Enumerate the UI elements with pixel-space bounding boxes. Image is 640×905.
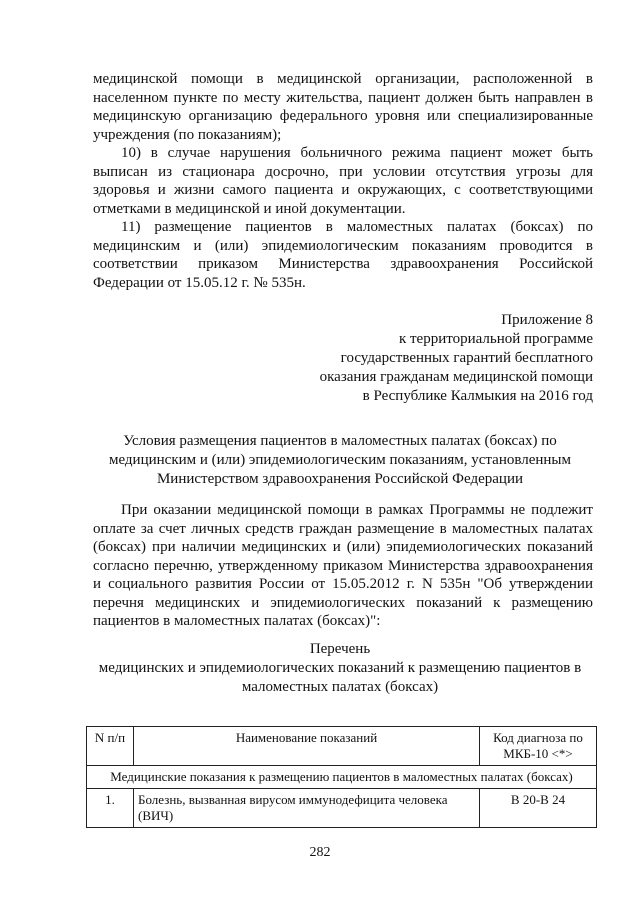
header-code: Код диагноза по МКБ-10 <*> — [480, 727, 597, 766]
table-section-row — [87, 766, 597, 789]
appendix-line: в Республике Калмыкия на 2016 год — [362, 388, 593, 404]
appendix-line: к территориальной программе — [398, 331, 593, 347]
text-line: перечня медицинских и эпидемиологических показаний к размещению — [93, 594, 593, 611]
appendix-line: оказания гражданам медицинской помощи — [319, 369, 593, 385]
appendix-line: государственных гарантий бесплатного — [340, 350, 593, 366]
text-line: населенном пункте по месту жительства, пациент должен быть направлен в — [93, 89, 593, 106]
title-line: Перечень — [309, 641, 371, 657]
text-line: 10) в случае нарушения больничного режима пациент может быть — [121, 145, 593, 161]
text-line: отметками в медицинской и иной документации. — [93, 200, 406, 217]
header-num: N п/п — [87, 727, 134, 766]
page-number: 282 — [309, 845, 331, 860]
row-name: Болезнь, вызванная вирусом иммунодефицита человека (ВИЧ) — [134, 789, 480, 828]
title-line: Министерством здравоохранения Российской Федерации — [156, 471, 524, 487]
text-line: (боксах) при наличии медицинских и (или) эпидемиологических показаний — [93, 539, 593, 555]
appendix-header — [300, 311, 593, 406]
title-line: медицинских и эпидемиологических показаний к размещению пациентов в — [98, 660, 582, 676]
text-line: учреждения (по показаниям); — [93, 126, 282, 143]
text-line: медицинскую организацию федерального уровня или специализированные — [93, 108, 593, 124]
text-line: соответствии приказом Министерства здравоохранения Российской — [93, 256, 593, 272]
paragraph-item-11 — [93, 218, 593, 292]
paragraph-item-10 — [93, 144, 593, 218]
text-line: Федерации от 15.05.12 г. № 535н. — [93, 274, 306, 291]
conditions-title — [80, 432, 600, 489]
title-line: Условия размещения пациентов в маломестных палатах (боксах) по — [123, 433, 557, 449]
list-title — [80, 640, 600, 697]
text-line: пациентов в маломестных палатах (боксах)": — [93, 613, 381, 629]
text-line: оплате за счет личных средств граждан размещение в маломестных палатах — [93, 520, 593, 537]
table-header-row — [87, 727, 597, 766]
header-name: Наименование показаний — [134, 727, 480, 766]
title-line: маломестных палатах (боксах) — [241, 679, 439, 695]
section-label: Медицинские показания к размещению пациентов в маломестных палатах (боксах) — [87, 766, 597, 789]
row-num: 1. — [87, 789, 134, 828]
text-line: согласно перечню, утвержденному приказом Министерства здравоохранения — [93, 557, 593, 574]
text-line: выписан из стационара досрочно, при условии отсутствия угрозы для — [93, 163, 593, 180]
text-line: При оказании медицинской помощи в рамках Программы не подлежит — [121, 502, 593, 518]
text-line: медицинским и (или) эпидемиологическим показаниям проводится в — [93, 237, 593, 254]
title-line: медицинским и (или) эпидемиологическим показаниям, установленным — [108, 452, 572, 468]
text-line: здоровья и жизни самого пациента и окружающих, с соответствующими — [93, 182, 593, 198]
appendix-number: Приложение 8 — [501, 312, 593, 328]
body-paragraph — [93, 501, 593, 631]
text-line: медицинской помощи в медицинской организации, расположенной в — [93, 71, 593, 87]
text-line: 11) размещение пациентов в маломестных палатах (боксах) по — [121, 219, 593, 235]
paragraph-continued — [93, 70, 593, 144]
row-code: B 20-B 24 — [480, 789, 597, 828]
text-line: и социального развития России от 15.05.2012 г. N 535н "Об утверждении — [93, 576, 593, 592]
table-row — [87, 789, 597, 828]
indications-table — [86, 726, 597, 828]
